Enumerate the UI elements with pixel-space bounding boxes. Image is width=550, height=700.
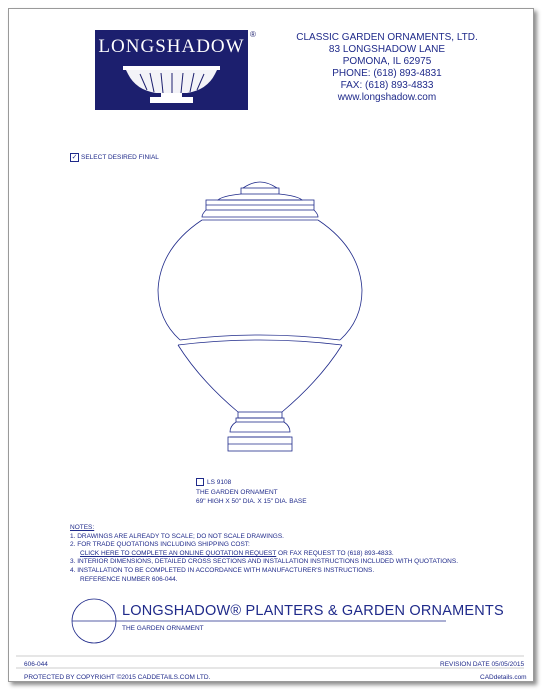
sheet-subtitle: THE GARDEN ORNAMENT — [122, 625, 204, 632]
company-phone: PHONE: (618) 893-4831 — [332, 68, 442, 79]
note-2: 2. FOR TRADE QUOTATIONS INCLUDING SHIPPING COST: — [70, 541, 250, 549]
note-3: 3. INTERIOR DIMENSIONS, DETAILED CROSS SECTIONS AND INSTALLATION INSTRUCTIONS INCLUDED WITH QUOTATIONS. — [70, 558, 458, 566]
product-dimensions: 69" HIGH X 50" DIA. X 15" DIA. BASE — [196, 498, 307, 505]
note-4: 4. INSTALLATION TO BE COMPLETED IN ACCORDANCE WITH MANUFACTURER'S INSTRUCTIONS. — [70, 566, 375, 574]
company-website[interactable]: www.longshadow.com — [337, 92, 437, 103]
product-code: LS 9108 — [207, 479, 232, 486]
company-fax: FAX: (618) 893-4833 — [340, 80, 434, 91]
company-address-line2: POMONA, IL 62975 — [342, 56, 432, 67]
note-4-ref: REFERENCE NUMBER 606-044. — [80, 575, 178, 583]
finial-label: SELECT DESIRED FINIAL — [81, 154, 159, 162]
drawing-code: 606-044 — [24, 661, 48, 668]
logo-brand-text: LONGSHADOW — [98, 36, 245, 57]
revision-date: REVISION DATE 05/05/2015 — [440, 661, 525, 668]
sheet-title: LONGSHADOW® PLANTERS & GARDEN ORNAMENTS — [122, 603, 504, 619]
company-name: CLASSIC GARDEN ORNAMENTS, LTD. — [296, 32, 478, 43]
company-address-line1: 83 LONGSHADOW LANE — [328, 44, 446, 55]
product-name: THE GARDEN ORNAMENT — [196, 488, 278, 496]
copyright-notice: PROTECTED BY COPYRIGHT ©2015 CADDETAILS.COM LTD. — [24, 674, 211, 681]
finial-checkbox[interactable]: ✓ — [71, 154, 78, 161]
note-1: 1. DRAWINGS ARE ALREADY TO SCALE; DO NOT SCALE DRAWINGS. — [70, 532, 284, 540]
quotation-request-link[interactable]: CLICK HERE TO COMPLETE AN ONLINE QUOTATION REQUEST — [80, 549, 277, 557]
notes-heading: NOTES: — [70, 524, 95, 531]
registered-mark: ® — [250, 30, 256, 39]
caddetails-link[interactable]: CADdetails.com — [480, 674, 527, 681]
note-2-rest: OR FAX REQUEST TO (618) 893-4833. — [276, 549, 394, 557]
